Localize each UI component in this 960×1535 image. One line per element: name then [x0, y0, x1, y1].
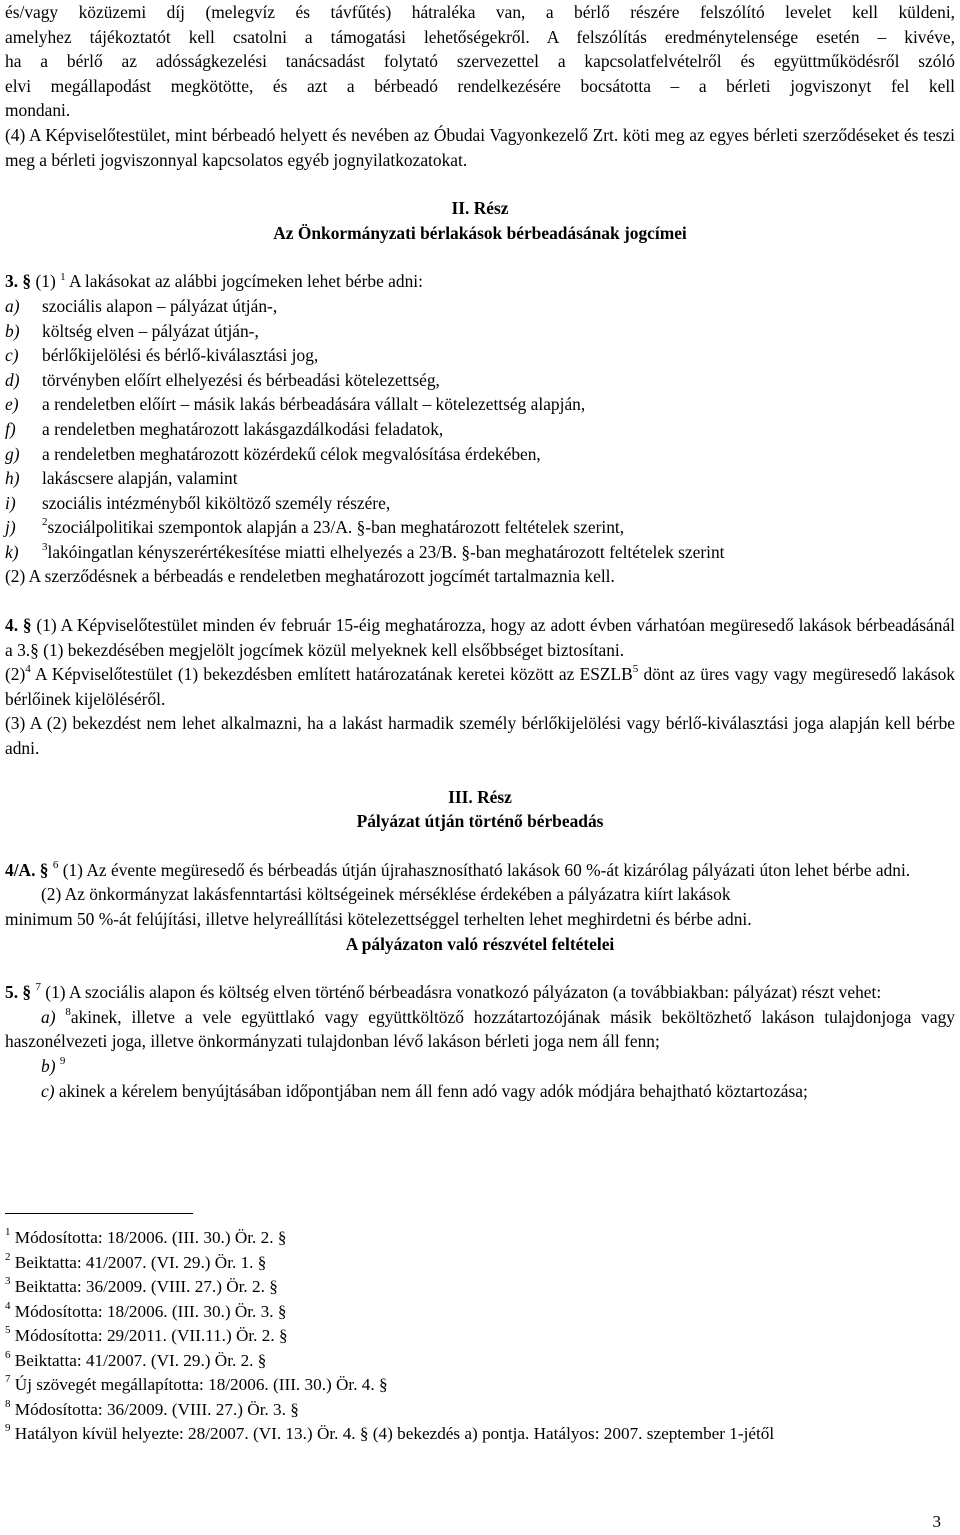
section-5-item-b — [5, 1054, 955, 1079]
list-item — [5, 491, 955, 516]
list-label: c) — [41, 1080, 55, 1101]
section-number: 3. § — [5, 271, 32, 292]
footnote — [5, 1275, 955, 1300]
footnote-text: Beiktatta: 41/2007. (VI. 29.) Ör. 2. § — [10, 1350, 267, 1370]
list-item — [5, 343, 955, 368]
footnote-ref[interactable]: 4 — [25, 663, 31, 676]
footnote — [5, 1251, 955, 1276]
list-label: b) — [41, 1055, 56, 1076]
list-text: a rendeletben meghatározott közérdekű célok megvalósítása érdekében, — [42, 443, 541, 464]
footnote-number: 2 — [5, 1250, 11, 1263]
list-text: akinek, illetve a vele együttlakó vagy együttköltöző hozzátartozójának másik beköltözhető lakáson tulajdonjoga vagy haszonélvezeti joga, illetve önkormányzati tulajdonban lévő lakáson bérleti joga nem áll fenn; — [5, 1006, 955, 1052]
section-5-text: (1) A szociális alapon és költség elven történő bérbeadásra vonatkozó pályázaton (a továbbiakban: pályázat) részt vehet: — [40, 982, 882, 1003]
list-text-body: lakóingatlan kényszerértékesítése miatti elhelyezés a 23/B. §-ban meghatározott feltételek szerint — [47, 541, 725, 562]
section-4-text: dönt az üres vagy vagy megüresedő lakások bérlőinek kijelöléséről. — [5, 664, 955, 709]
intro-line: ha a bérlő az adósságkezelési tanácsadást folytató szervezettel a kapcsolatfelvételről és együttműködésről szóló — [5, 51, 955, 72]
part-3-title: Pályázat útján történő bérbeadás — [356, 811, 604, 832]
section-4a-paragraph-2-line: (2) Az önkormányzat lakásfenntartási költségeinek mérséklése érdekében a pályázatra kiírt lakások — [41, 884, 731, 905]
section-4-paragraph-3: (3) A (2) bekezdést nem lehet alkalmazni, ha a lakást harmadik személy bérlőkijelölési vagy bérlő-kiválasztási joga alapján kell bérbe adni. — [5, 713, 955, 759]
subsection-number: (1) — [35, 271, 56, 292]
section-4-text: A Képviselőtestület (1) bekezdésben említett határozatának keretei között az ESZLB — [30, 664, 633, 685]
section-number: 5. § — [5, 982, 32, 1003]
list-text: törvényben előírt elhelyezési és bérbeadási kötelezettség, — [42, 369, 440, 390]
section-4-paragraph-2 — [5, 662, 955, 711]
list-text: költség elven – pályázat útján-, — [42, 320, 259, 341]
list-item — [5, 540, 955, 565]
footnote-ref[interactable]: 2 — [42, 516, 48, 529]
subsection-number: (2) — [5, 664, 26, 685]
part-2-number: II. Rész — [451, 198, 509, 219]
footnote-text: Beiktatta: 41/2007. (VI. 29.) Ör. 1. § — [10, 1252, 267, 1272]
footnote-ref[interactable]: 6 — [52, 859, 59, 872]
list-label: k) — [5, 541, 19, 562]
section-number: 4. § — [5, 615, 32, 636]
spacer — [5, 589, 955, 613]
list-text: akinek a kérelem benyújtásában időpontjában nem áll fenn adó vagy adók módjára behajtható köztartozása; — [54, 1080, 808, 1101]
list-label: j) — [5, 517, 16, 538]
intro-line: elvi megállapodást megkötötte, és azt a bérbeadó rendelkezésére bocsátotta – a bérleti jogviszonyt fel kell — [5, 75, 955, 96]
section-4a-paragraph-1 — [5, 858, 955, 883]
spacer — [5, 172, 955, 196]
list-label: d) — [5, 369, 20, 390]
footnote — [5, 1226, 955, 1251]
list-label: g) — [5, 443, 20, 464]
list-item — [5, 442, 955, 467]
footnote-number: 8 — [5, 1397, 11, 1410]
part-3-number: III. Rész — [448, 786, 512, 807]
footnote — [5, 1398, 955, 1423]
subheading: A pályázaton való részvétel feltételei — [345, 933, 615, 954]
spacer — [5, 956, 955, 980]
list-text: szociális intézményből kiköltöző személy részére, — [42, 492, 391, 513]
footnote-text: Módosította: 18/2006. (III. 30.) Ör. 3. § — [10, 1301, 287, 1321]
footnote — [5, 1349, 955, 1374]
footnote-ref[interactable]: 8 — [65, 1005, 71, 1018]
list-text: a rendeletben meghatározott lakásgazdálkodási feladatok, — [42, 418, 444, 439]
section-5-item-c — [5, 1079, 955, 1104]
page-number: 3 — [932, 1512, 941, 1531]
section-3-lead — [5, 269, 955, 294]
list-item — [5, 392, 955, 417]
footnote-number: 9 — [5, 1422, 11, 1435]
intro-line: mondani. — [5, 100, 71, 121]
section-3-text: A lakásokat az alábbi jogcímeken lehet bérbe adni: — [65, 271, 423, 292]
section-4a-text: (1) Az évente megüresedő és bérbeadás útján újrahasznosítható lakások 60 %-át kizárólag pályázati úton lehet bérbe adni. — [58, 859, 911, 880]
spacer — [5, 834, 955, 858]
part-2-title: Az Önkormányzati bérlakások bérbeadásának jogcímei — [273, 222, 687, 243]
footnote — [5, 1422, 955, 1447]
list-text: a rendeletben előírt – másik lakás bérbeadására vállalt – kötelezettség alapján, — [42, 394, 586, 415]
section-3-list — [5, 294, 955, 565]
section-5-item-a — [5, 1005, 955, 1054]
footnote — [5, 1373, 955, 1398]
footnote-ref[interactable]: 9 — [59, 1055, 66, 1068]
footnote-text: Módosította: 18/2006. (III. 30.) Ör. 2. § — [10, 1228, 287, 1247]
intro-line: amelyhez tájékoztatót kell csatolni a támogatási lehetőségekről. A felszólítás eredménytelensége esetén – kivéve, — [5, 26, 955, 47]
section-number: 4/A. § — [5, 859, 49, 880]
list-text: szociális alapon – pályázat útján-, — [42, 295, 278, 316]
list-label: i) — [5, 492, 16, 513]
footnote-text: Hatályon kívül helyezte: 28/2007. (VI. 13.) Ör. 4. § (4) bekezdés a) pontja. Hatályos: 2007. szeptember 1-jétől — [10, 1424, 775, 1443]
footnote-ref[interactable]: 7 — [35, 981, 41, 994]
footnote-number: 1 — [5, 1226, 11, 1239]
footnote-text: Beiktatta: 36/2009. (VIII. 27.) Ör. 2. § — [10, 1277, 278, 1296]
list-label: f) — [5, 418, 16, 439]
list-label: e) — [5, 394, 19, 415]
list-item — [5, 319, 955, 344]
footnote-number: 3 — [5, 1275, 11, 1288]
footnote-number: 7 — [5, 1373, 11, 1386]
section-4a-paragraph-2-line: minimum 50 %-át felújítási, illetve helyreállítási kötelezettséggel terhelten lehet meghirdetni és bérbe adni. — [5, 909, 752, 929]
spacer — [5, 245, 955, 269]
list-item — [5, 417, 955, 442]
footnote-number: 5 — [5, 1324, 11, 1337]
footnote-text: Új szövegét megállapította: 18/2006. (III. 30.) Ör. 4. § — [10, 1375, 388, 1394]
list-text: bérlőkijelölési és bérlő-kiválasztási jog, — [42, 345, 319, 366]
footnote-ref[interactable]: 5 — [632, 663, 639, 676]
section-3-paragraph-2: (2) A szerződésnek a bérbeadás e rendeletben meghatározott jogcímét tartalmaznia kell. — [5, 566, 615, 587]
spacer — [5, 761, 955, 785]
section-4-paragraph-1 — [5, 613, 955, 662]
footnote-text: Módosította: 36/2009. (VIII. 27.) Ör. 3. § — [10, 1399, 299, 1419]
list-text: lakáscsere alapján, valamint — [42, 468, 238, 489]
list-label: c) — [5, 345, 19, 366]
paragraph-4: (4) A Képviselőtestület, mint bérbeadó helyett és nevében az Óbudai Vagyonkezelő Zrt. köti meg az egyes bérleti szerződéseket és teszi meg a bérleti jogviszonnyal kapcsolatos egyéb jognyilatkozatokat. — [5, 124, 955, 170]
footnote-separator — [5, 1213, 193, 1214]
footnote-ref[interactable]: 3 — [42, 541, 48, 554]
section-5-paragraph-1 — [5, 980, 955, 1005]
list-item — [5, 515, 955, 540]
footnote — [5, 1324, 955, 1349]
footnotes — [5, 1226, 955, 1447]
footnote — [5, 1300, 955, 1325]
list-item — [5, 368, 955, 393]
list-text-body: szociálpolitikai szempontok alapján a 23/A. §-ban meghatározott feltételek szerint, — [47, 517, 625, 538]
section-4-text: (1) A Képviselőtestület minden év február 15-éig meghatározza, hogy az adott évben várhatóan megüresedő lakások bérbeadásánál a 3.§ (1) bekezdésében megjelölt jogcímek közül melyeknek kell elsőbbséget biztosítani. — [5, 615, 956, 660]
footnote-text: Módosította: 29/2011. (VII.11.) Ör. 2. § — [10, 1326, 288, 1345]
list-label: a) — [5, 295, 20, 316]
intro-line: és/vagy közüzemi díj (melegvíz és távfűtés) hátraléka van, a bérlő részére felszólító levelet kell küldeni, — [5, 2, 955, 22]
list-item — [5, 466, 955, 491]
footnote-number: 6 — [5, 1348, 11, 1361]
document-page — [5, 0, 955, 1103]
list-label: h) — [5, 468, 20, 489]
list-text — [42, 515, 955, 540]
footnote-ref[interactable]: 1 — [60, 270, 66, 283]
list-label: b) — [5, 320, 20, 341]
footnote-number: 4 — [5, 1299, 11, 1312]
list-label: a) — [41, 1006, 56, 1027]
list-item — [5, 294, 955, 319]
list-text — [42, 540, 955, 565]
